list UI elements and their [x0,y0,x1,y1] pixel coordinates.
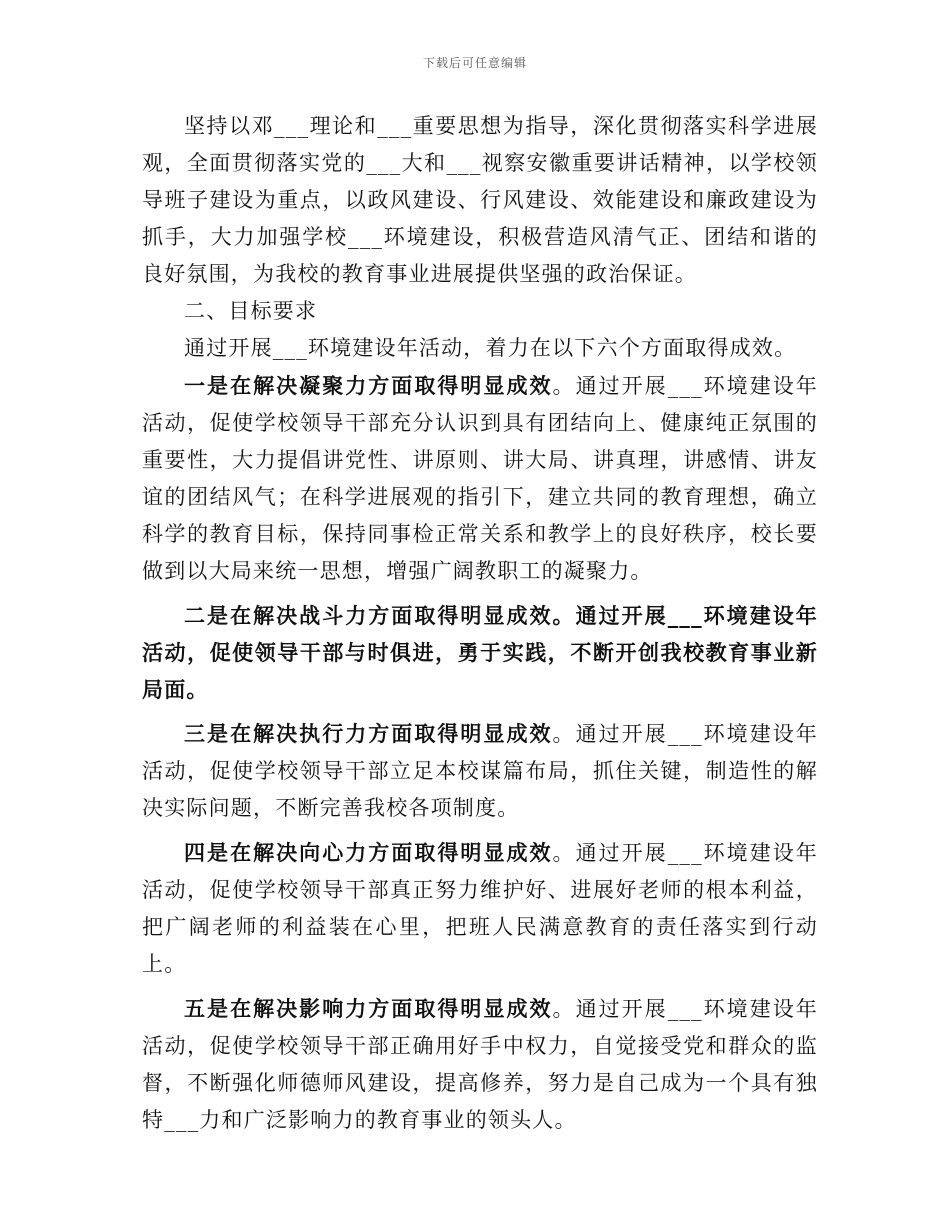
paragraph-goal-1 [142,367,818,590]
goal-3-text: 。通过开展___环境建设年活动，促使学校领导干部立足本校谋篇布局，抓住关键，制造性的解决实际问题，不断完善我校各项制度。 [142,722,818,820]
goal-4-title: 四是在解决向心力方面取得明显成效 [184,840,553,865]
paragraph-guiding-principle: 坚持以邓___理论和___重要思想为指导，深化贯彻落实科学进展观，全面贯彻落实党的___大和___视察安徽重要讲话精神，以学校领导班子建设为重点，以政风建设、行风建设、效能建设和廉政建设为抓手，大力加强学校___环境建设，积极营造风清气正、团结和谐的良好氛围，为我校的教育事业进展提供坚强的政治保证。 [142,114,818,286]
paragraph-goals-intro: 通过开展___环境建设年活动，着力在以下六个方面取得成效。 [184,336,797,360]
goal-1-title: 一是在解决凝聚力方面取得明显成效 [184,373,553,398]
section-heading-goals: 二、目标要求 [184,299,318,323]
paragraph-goal-5 [142,990,818,1139]
goal-1-text: 。通过开展___环境建设年活动，促使学校领导干部充分认识到具有团结向上、健康纯正氛围的重要性，大力提倡讲党性、讲原则、讲大局、讲真理，讲感情、讲友谊的团结风气；在科学进展观的指引下，建立共同的教育理想，确立科学的教育目标，保持同事检正常关系和教学上的良好秩序，校长要做到以大局来统一思想，增强广阔教职工的凝聚力。 [142,374,818,583]
paragraph-goal-3 [142,715,818,827]
paragraph-goal-4 [142,834,818,983]
paragraph-goal-2: 二是在解决战斗力方面取得明显成效。通过开展___环境建设年活动，促使领导干部与时俱进，勇于实践，不断开创我校教育事业新局面。 [142,603,818,702]
page-header: 下载后可任意编辑 [422,56,527,70]
goal-4-text: 。通过开展___环境建设年活动，促使学校领导干部真正努力维护好、进展好老师的根本利益，把广阔老师的利益装在心里，把班人民满意教育的责任落实到行动上。 [142,841,818,976]
document-body [142,108,818,1139]
goal-3-title: 三是在解决执行力方面取得明显成效 [184,721,553,746]
goal-5-title: 五是在解决影响力方面取得明显成效 [184,996,553,1021]
goal-5-text: 。通过开展___环境建设年活动，促使学校领导干部正确用好手中权力，自觉接受党和群众的监督，不断强化师德师风建设，提高修养，努力是自己成为一个具有独特___力和广泛影响力的教育事业的领头人。 [142,997,818,1132]
